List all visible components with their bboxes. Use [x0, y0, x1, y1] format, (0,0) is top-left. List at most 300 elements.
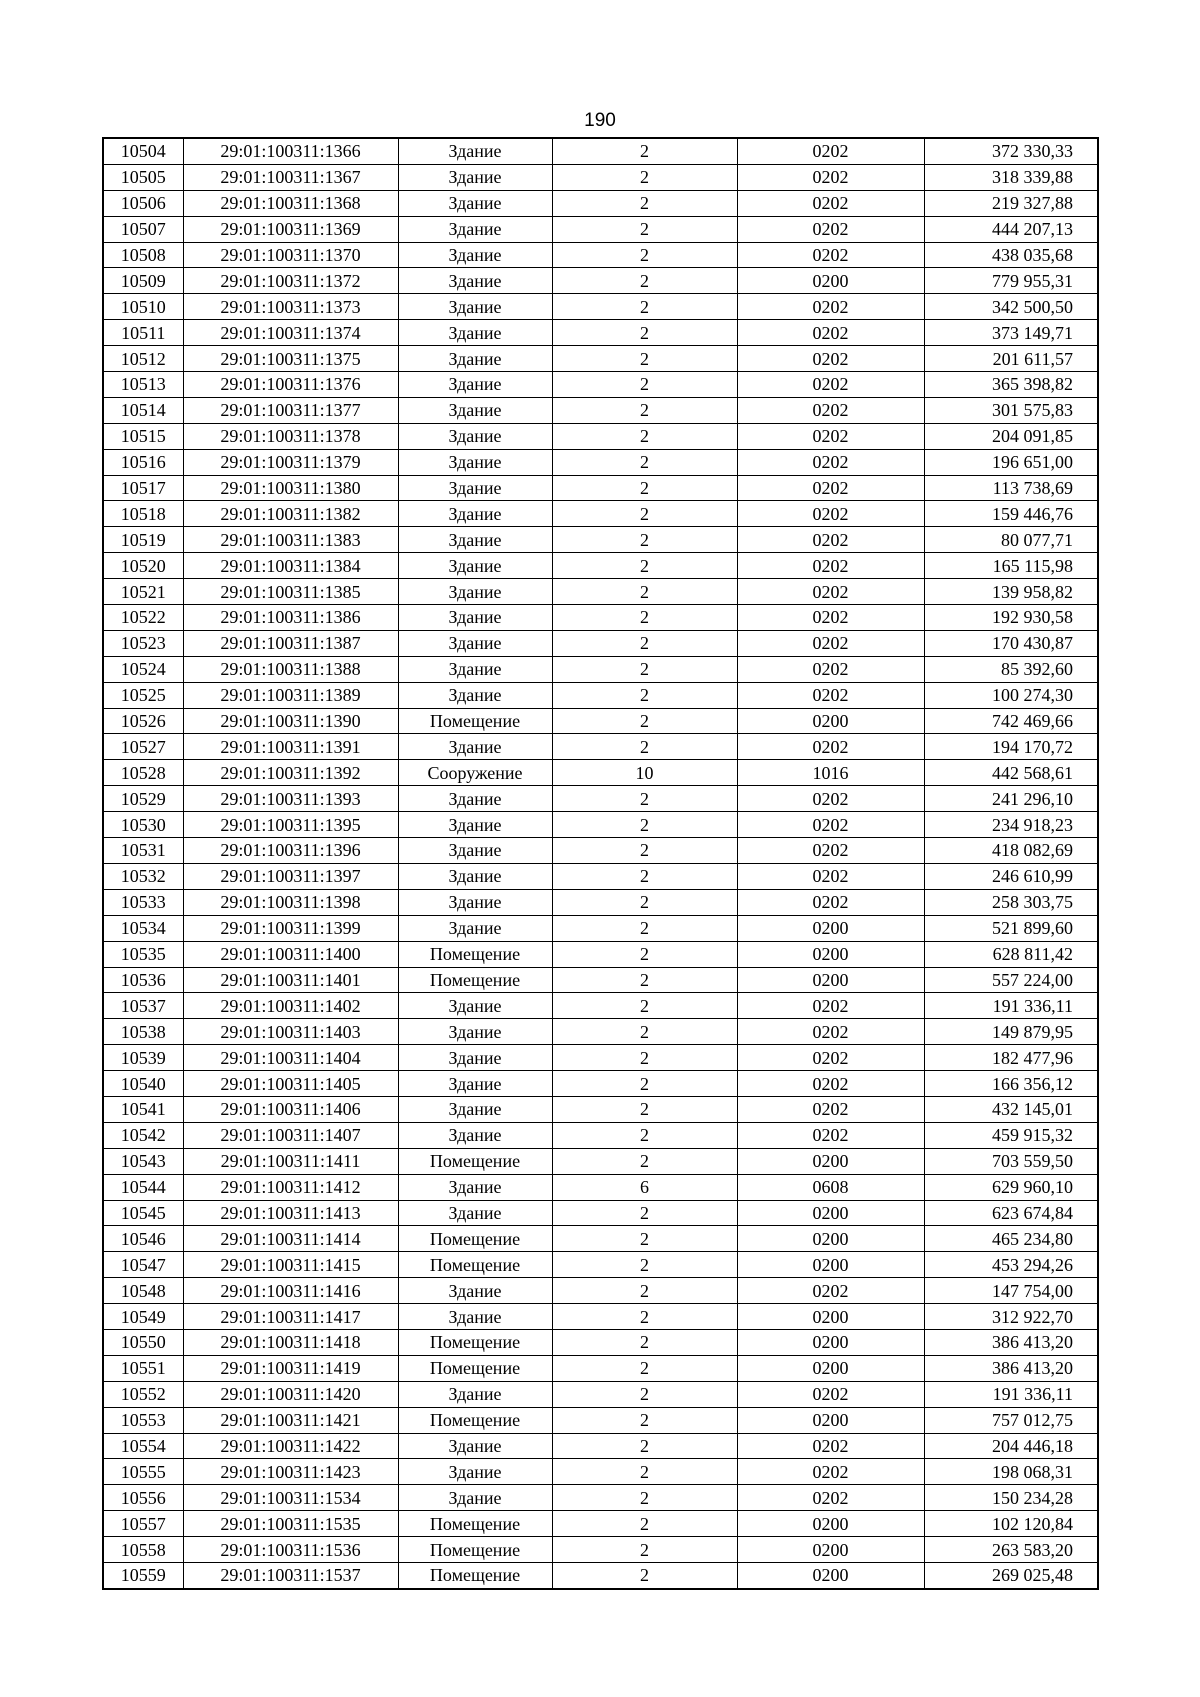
value-cell: 166 356,12 [924, 1071, 1098, 1097]
value-cell: 365 398,82 [924, 372, 1098, 398]
table-row [103, 656, 1098, 682]
subgroup-code-cell: 0202 [737, 346, 924, 372]
subgroup-code-cell: 0202 [737, 1019, 924, 1045]
cadastral-number-cell: 29:01:100311:1385 [183, 579, 398, 605]
row-number-cell: 10505 [103, 164, 183, 190]
group-code-cell: 2 [552, 320, 737, 346]
row-number-cell: 10551 [103, 1355, 183, 1381]
table-row [103, 1304, 1098, 1330]
group-code-cell: 2 [552, 1122, 737, 1148]
row-number-cell: 10529 [103, 786, 183, 812]
cadastral-number-cell: 29:01:100311:1413 [183, 1200, 398, 1226]
object-type-cell: Здание [398, 475, 552, 501]
object-type-cell: Помещение [398, 1329, 552, 1355]
object-type-cell: Здание [398, 1071, 552, 1097]
row-number-cell: 10532 [103, 863, 183, 889]
group-code-cell: 2 [552, 682, 737, 708]
cadastral-number-cell: 29:01:100311:1421 [183, 1407, 398, 1433]
subgroup-code-cell: 0200 [737, 1226, 924, 1252]
cadastral-number-cell: 29:01:100311:1380 [183, 475, 398, 501]
subgroup-code-cell: 0202 [737, 579, 924, 605]
row-number-cell: 10542 [103, 1122, 183, 1148]
value-cell: 219 327,88 [924, 190, 1098, 216]
value-cell: 198 068,31 [924, 1459, 1098, 1485]
value-cell: 139 958,82 [924, 579, 1098, 605]
cadastral-number-cell: 29:01:100311:1388 [183, 656, 398, 682]
row-number-cell: 10558 [103, 1537, 183, 1563]
subgroup-code-cell: 0202 [737, 786, 924, 812]
object-type-cell: Здание [398, 1381, 552, 1407]
registry-table [102, 137, 1099, 1590]
table-row [103, 216, 1098, 242]
row-number-cell: 10552 [103, 1381, 183, 1407]
table-row [103, 294, 1098, 320]
object-type-cell: Здание [398, 734, 552, 760]
object-type-cell: Здание [398, 786, 552, 812]
cadastral-number-cell: 29:01:100311:1379 [183, 449, 398, 475]
table-row [103, 786, 1098, 812]
subgroup-code-cell: 0200 [737, 1304, 924, 1330]
subgroup-code-cell: 0202 [737, 138, 924, 164]
group-code-cell: 2 [552, 346, 737, 372]
table-row [103, 1381, 1098, 1407]
value-cell: 629 960,10 [924, 1174, 1098, 1200]
value-cell: 263 583,20 [924, 1537, 1098, 1563]
group-code-cell: 2 [552, 216, 737, 242]
subgroup-code-cell: 0200 [737, 967, 924, 993]
table-row [103, 993, 1098, 1019]
table-row [103, 760, 1098, 786]
table-row [103, 372, 1098, 398]
object-type-cell: Помещение [398, 708, 552, 734]
group-code-cell: 2 [552, 397, 737, 423]
row-number-cell: 10547 [103, 1252, 183, 1278]
table-row [103, 501, 1098, 527]
table-row [103, 682, 1098, 708]
row-number-cell: 10556 [103, 1485, 183, 1511]
row-number-cell: 10512 [103, 346, 183, 372]
subgroup-code-cell: 0202 [737, 242, 924, 268]
group-code-cell: 2 [552, 242, 737, 268]
value-cell: 241 296,10 [924, 786, 1098, 812]
subgroup-code-cell: 0200 [737, 1252, 924, 1278]
row-number-cell: 10513 [103, 372, 183, 398]
group-code-cell: 2 [552, 734, 737, 760]
cadastral-number-cell: 29:01:100311:1403 [183, 1019, 398, 1045]
value-cell: 442 568,61 [924, 760, 1098, 786]
group-code-cell: 2 [552, 1304, 737, 1330]
subgroup-code-cell: 0202 [737, 501, 924, 527]
cadastral-number-cell: 29:01:100311:1416 [183, 1278, 398, 1304]
value-cell: 80 077,71 [924, 527, 1098, 553]
row-number-cell: 10525 [103, 682, 183, 708]
group-code-cell: 2 [552, 294, 737, 320]
cadastral-number-cell: 29:01:100311:1389 [183, 682, 398, 708]
subgroup-code-cell: 0202 [737, 734, 924, 760]
object-type-cell: Здание [398, 346, 552, 372]
subgroup-code-cell: 0200 [737, 941, 924, 967]
table-row [103, 630, 1098, 656]
row-number-cell: 10533 [103, 889, 183, 915]
value-cell: 102 120,84 [924, 1511, 1098, 1537]
object-type-cell: Помещение [398, 1226, 552, 1252]
group-code-cell: 2 [552, 423, 737, 449]
row-number-cell: 10553 [103, 1407, 183, 1433]
cadastral-number-cell: 29:01:100311:1386 [183, 605, 398, 631]
group-code-cell: 2 [552, 1148, 737, 1174]
object-type-cell: Здание [398, 1278, 552, 1304]
row-number-cell: 10508 [103, 242, 183, 268]
row-number-cell: 10550 [103, 1329, 183, 1355]
group-code-cell: 6 [552, 1174, 737, 1200]
row-number-cell: 10534 [103, 915, 183, 941]
group-code-cell: 2 [552, 630, 737, 656]
object-type-cell: Здание [398, 242, 552, 268]
group-code-cell: 2 [552, 1278, 737, 1304]
value-cell: 757 012,75 [924, 1407, 1098, 1433]
table-row [103, 397, 1098, 423]
value-cell: 234 918,23 [924, 812, 1098, 838]
cadastral-number-cell: 29:01:100311:1376 [183, 372, 398, 398]
table-row [103, 941, 1098, 967]
group-code-cell: 2 [552, 1485, 737, 1511]
object-type-cell: Здание [398, 993, 552, 1019]
table-row [103, 1019, 1098, 1045]
group-code-cell: 2 [552, 941, 737, 967]
table-row [103, 1071, 1098, 1097]
group-code-cell: 2 [552, 786, 737, 812]
table-row [103, 889, 1098, 915]
subgroup-code-cell: 0202 [737, 449, 924, 475]
group-code-cell: 2 [552, 1537, 737, 1563]
row-number-cell: 10507 [103, 216, 183, 242]
row-number-cell: 10559 [103, 1562, 183, 1588]
table-row [103, 1329, 1098, 1355]
row-number-cell: 10511 [103, 320, 183, 346]
object-type-cell: Здание [398, 1045, 552, 1071]
object-type-cell: Здание [398, 449, 552, 475]
cadastral-number-cell: 29:01:100311:1400 [183, 941, 398, 967]
group-code-cell: 2 [552, 1459, 737, 1485]
table-row [103, 812, 1098, 838]
table-row [103, 1252, 1098, 1278]
row-number-cell: 10527 [103, 734, 183, 760]
table-row [103, 838, 1098, 864]
cadastral-number-cell: 29:01:100311:1370 [183, 242, 398, 268]
row-number-cell: 10548 [103, 1278, 183, 1304]
object-type-cell: Помещение [398, 1407, 552, 1433]
object-type-cell: Здание [398, 1122, 552, 1148]
object-type-cell: Помещение [398, 1355, 552, 1381]
group-code-cell: 2 [552, 1200, 737, 1226]
subgroup-code-cell: 0200 [737, 1355, 924, 1381]
group-code-cell: 2 [552, 1562, 737, 1588]
cadastral-number-cell: 29:01:100311:1369 [183, 216, 398, 242]
object-type-cell: Здание [398, 889, 552, 915]
group-code-cell: 2 [552, 372, 737, 398]
object-type-cell: Помещение [398, 1148, 552, 1174]
cadastral-number-cell: 29:01:100311:1418 [183, 1329, 398, 1355]
cadastral-number-cell: 29:01:100311:1404 [183, 1045, 398, 1071]
value-cell: 191 336,11 [924, 1381, 1098, 1407]
object-type-cell: Помещение [398, 941, 552, 967]
row-number-cell: 10538 [103, 1019, 183, 1045]
value-cell: 159 446,76 [924, 501, 1098, 527]
subgroup-code-cell: 1016 [737, 760, 924, 786]
table-row [103, 1174, 1098, 1200]
cadastral-number-cell: 29:01:100311:1375 [183, 346, 398, 372]
subgroup-code-cell: 0202 [737, 1071, 924, 1097]
value-cell: 149 879,95 [924, 1019, 1098, 1045]
value-cell: 742 469,66 [924, 708, 1098, 734]
group-code-cell: 2 [552, 1096, 737, 1122]
row-number-cell: 10549 [103, 1304, 183, 1330]
group-code-cell: 2 [552, 1433, 737, 1459]
group-code-cell: 2 [552, 1407, 737, 1433]
table-row [103, 1122, 1098, 1148]
cadastral-number-cell: 29:01:100311:1535 [183, 1511, 398, 1537]
subgroup-code-cell: 0200 [737, 1562, 924, 1588]
table-row [103, 1511, 1098, 1537]
subgroup-code-cell: 0200 [737, 1537, 924, 1563]
cadastral-number-cell: 29:01:100311:1372 [183, 268, 398, 294]
group-code-cell: 2 [552, 449, 737, 475]
subgroup-code-cell: 0202 [737, 993, 924, 1019]
value-cell: 703 559,50 [924, 1148, 1098, 1174]
row-number-cell: 10537 [103, 993, 183, 1019]
registry-table-body [103, 138, 1098, 1589]
group-code-cell: 2 [552, 993, 737, 1019]
cadastral-number-cell: 29:01:100311:1407 [183, 1122, 398, 1148]
value-cell: 465 234,80 [924, 1226, 1098, 1252]
subgroup-code-cell: 0202 [737, 838, 924, 864]
row-number-cell: 10535 [103, 941, 183, 967]
value-cell: 150 234,28 [924, 1485, 1098, 1511]
subgroup-code-cell: 0202 [737, 423, 924, 449]
group-code-cell: 2 [552, 190, 737, 216]
row-number-cell: 10531 [103, 838, 183, 864]
row-number-cell: 10528 [103, 760, 183, 786]
cadastral-number-cell: 29:01:100311:1397 [183, 863, 398, 889]
subgroup-code-cell: 0202 [737, 527, 924, 553]
row-number-cell: 10523 [103, 630, 183, 656]
cadastral-number-cell: 29:01:100311:1420 [183, 1381, 398, 1407]
cadastral-number-cell: 29:01:100311:1378 [183, 423, 398, 449]
group-code-cell: 2 [552, 605, 737, 631]
value-cell: 191 336,11 [924, 993, 1098, 1019]
table-row [103, 967, 1098, 993]
value-cell: 342 500,50 [924, 294, 1098, 320]
value-cell: 196 651,00 [924, 449, 1098, 475]
row-number-cell: 10517 [103, 475, 183, 501]
cadastral-number-cell: 29:01:100311:1399 [183, 915, 398, 941]
table-row [103, 863, 1098, 889]
group-code-cell: 2 [552, 164, 737, 190]
table-row [103, 1407, 1098, 1433]
table-row [103, 138, 1098, 164]
cadastral-number-cell: 29:01:100311:1419 [183, 1355, 398, 1381]
subgroup-code-cell: 0202 [737, 1485, 924, 1511]
value-cell: 628 811,42 [924, 941, 1098, 967]
cadastral-number-cell: 29:01:100311:1412 [183, 1174, 398, 1200]
subgroup-code-cell: 0200 [737, 708, 924, 734]
cadastral-number-cell: 29:01:100311:1406 [183, 1096, 398, 1122]
cadastral-number-cell: 29:01:100311:1367 [183, 164, 398, 190]
table-row [103, 915, 1098, 941]
subgroup-code-cell: 0200 [737, 1511, 924, 1537]
subgroup-code-cell: 0202 [737, 1096, 924, 1122]
group-code-cell: 2 [552, 656, 737, 682]
group-code-cell: 2 [552, 812, 737, 838]
object-type-cell: Помещение [398, 1537, 552, 1563]
subgroup-code-cell: 0202 [737, 553, 924, 579]
group-code-cell: 2 [552, 889, 737, 915]
cadastral-number-cell: 29:01:100311:1387 [183, 630, 398, 656]
subgroup-code-cell: 0202 [737, 605, 924, 631]
cadastral-number-cell: 29:01:100311:1398 [183, 889, 398, 915]
object-type-cell: Здание [398, 863, 552, 889]
subgroup-code-cell: 0202 [737, 863, 924, 889]
table-row [103, 346, 1098, 372]
object-type-cell: Здание [398, 397, 552, 423]
object-type-cell: Здание [398, 320, 552, 346]
object-type-cell: Здание [398, 527, 552, 553]
row-number-cell: 10514 [103, 397, 183, 423]
table-row [103, 449, 1098, 475]
object-type-cell: Здание [398, 216, 552, 242]
value-cell: 312 922,70 [924, 1304, 1098, 1330]
object-type-cell: Здание [398, 579, 552, 605]
row-number-cell: 10509 [103, 268, 183, 294]
subgroup-code-cell: 0202 [737, 1459, 924, 1485]
object-type-cell: Здание [398, 501, 552, 527]
object-type-cell: Здание [398, 630, 552, 656]
table-row [103, 190, 1098, 216]
subgroup-code-cell: 0202 [737, 294, 924, 320]
value-cell: 386 413,20 [924, 1329, 1098, 1355]
subgroup-code-cell: 0202 [737, 656, 924, 682]
table-row [103, 1148, 1098, 1174]
cadastral-number-cell: 29:01:100311:1402 [183, 993, 398, 1019]
object-type-cell: Сооружение [398, 760, 552, 786]
cadastral-number-cell: 29:01:100311:1395 [183, 812, 398, 838]
row-number-cell: 10540 [103, 1071, 183, 1097]
subgroup-code-cell: 0202 [737, 1381, 924, 1407]
table-row [103, 164, 1098, 190]
value-cell: 459 915,32 [924, 1122, 1098, 1148]
subgroup-code-cell: 0202 [737, 320, 924, 346]
cadastral-number-cell: 29:01:100311:1366 [183, 138, 398, 164]
table-row [103, 1200, 1098, 1226]
cadastral-number-cell: 29:01:100311:1401 [183, 967, 398, 993]
subgroup-code-cell: 0202 [737, 1122, 924, 1148]
value-cell: 201 611,57 [924, 346, 1098, 372]
subgroup-code-cell: 0202 [737, 397, 924, 423]
object-type-cell: Здание [398, 1174, 552, 1200]
page-number: 190 [584, 110, 616, 131]
subgroup-code-cell: 0202 [737, 190, 924, 216]
subgroup-code-cell: 0202 [737, 1433, 924, 1459]
table-row [103, 242, 1098, 268]
row-number-cell: 10520 [103, 553, 183, 579]
group-code-cell: 2 [552, 475, 737, 501]
row-number-cell: 10510 [103, 294, 183, 320]
value-cell: 557 224,00 [924, 967, 1098, 993]
object-type-cell: Здание [398, 190, 552, 216]
object-type-cell: Помещение [398, 1562, 552, 1588]
cadastral-number-cell: 29:01:100311:1411 [183, 1148, 398, 1174]
cadastral-number-cell: 29:01:100311:1536 [183, 1537, 398, 1563]
group-code-cell: 2 [552, 708, 737, 734]
value-cell: 779 955,31 [924, 268, 1098, 294]
value-cell: 165 115,98 [924, 553, 1098, 579]
cadastral-number-cell: 29:01:100311:1534 [183, 1485, 398, 1511]
table-row [103, 734, 1098, 760]
row-number-cell: 10515 [103, 423, 183, 449]
value-cell: 258 303,75 [924, 889, 1098, 915]
object-type-cell: Помещение [398, 1252, 552, 1278]
cadastral-number-cell: 29:01:100311:1391 [183, 734, 398, 760]
object-type-cell: Здание [398, 268, 552, 294]
cadastral-number-cell: 29:01:100311:1390 [183, 708, 398, 734]
object-type-cell: Здание [398, 915, 552, 941]
value-cell: 170 430,87 [924, 630, 1098, 656]
subgroup-code-cell: 0200 [737, 1200, 924, 1226]
object-type-cell: Здание [398, 656, 552, 682]
value-cell: 623 674,84 [924, 1200, 1098, 1226]
table-row [103, 1226, 1098, 1252]
subgroup-code-cell: 0202 [737, 682, 924, 708]
value-cell: 386 413,20 [924, 1355, 1098, 1381]
object-type-cell: Здание [398, 1433, 552, 1459]
value-cell: 372 330,33 [924, 138, 1098, 164]
cadastral-number-cell: 29:01:100311:1414 [183, 1226, 398, 1252]
group-code-cell: 2 [552, 863, 737, 889]
row-number-cell: 10516 [103, 449, 183, 475]
subgroup-code-cell: 0202 [737, 1045, 924, 1071]
row-number-cell: 10504 [103, 138, 183, 164]
row-number-cell: 10557 [103, 1511, 183, 1537]
object-type-cell: Здание [398, 1304, 552, 1330]
row-number-cell: 10546 [103, 1226, 183, 1252]
group-code-cell: 2 [552, 138, 737, 164]
object-type-cell: Здание [398, 372, 552, 398]
row-number-cell: 10545 [103, 1200, 183, 1226]
object-type-cell: Здание [398, 164, 552, 190]
row-number-cell: 10536 [103, 967, 183, 993]
cadastral-number-cell: 29:01:100311:1405 [183, 1071, 398, 1097]
cadastral-number-cell: 29:01:100311:1384 [183, 553, 398, 579]
value-cell: 453 294,26 [924, 1252, 1098, 1278]
object-type-cell: Здание [398, 1485, 552, 1511]
cadastral-number-cell: 29:01:100311:1373 [183, 294, 398, 320]
value-cell: 418 082,69 [924, 838, 1098, 864]
group-code-cell: 2 [552, 1071, 737, 1097]
table-row [103, 605, 1098, 631]
group-code-cell: 2 [552, 915, 737, 941]
object-type-cell: Здание [398, 423, 552, 449]
row-number-cell: 10541 [103, 1096, 183, 1122]
row-number-cell: 10522 [103, 605, 183, 631]
cadastral-number-cell: 29:01:100311:1422 [183, 1433, 398, 1459]
value-cell: 438 035,68 [924, 242, 1098, 268]
table-row [103, 1485, 1098, 1511]
cadastral-number-cell: 29:01:100311:1417 [183, 1304, 398, 1330]
value-cell: 204 446,18 [924, 1433, 1098, 1459]
subgroup-code-cell: 0202 [737, 812, 924, 838]
table-row [103, 553, 1098, 579]
object-type-cell: Здание [398, 605, 552, 631]
